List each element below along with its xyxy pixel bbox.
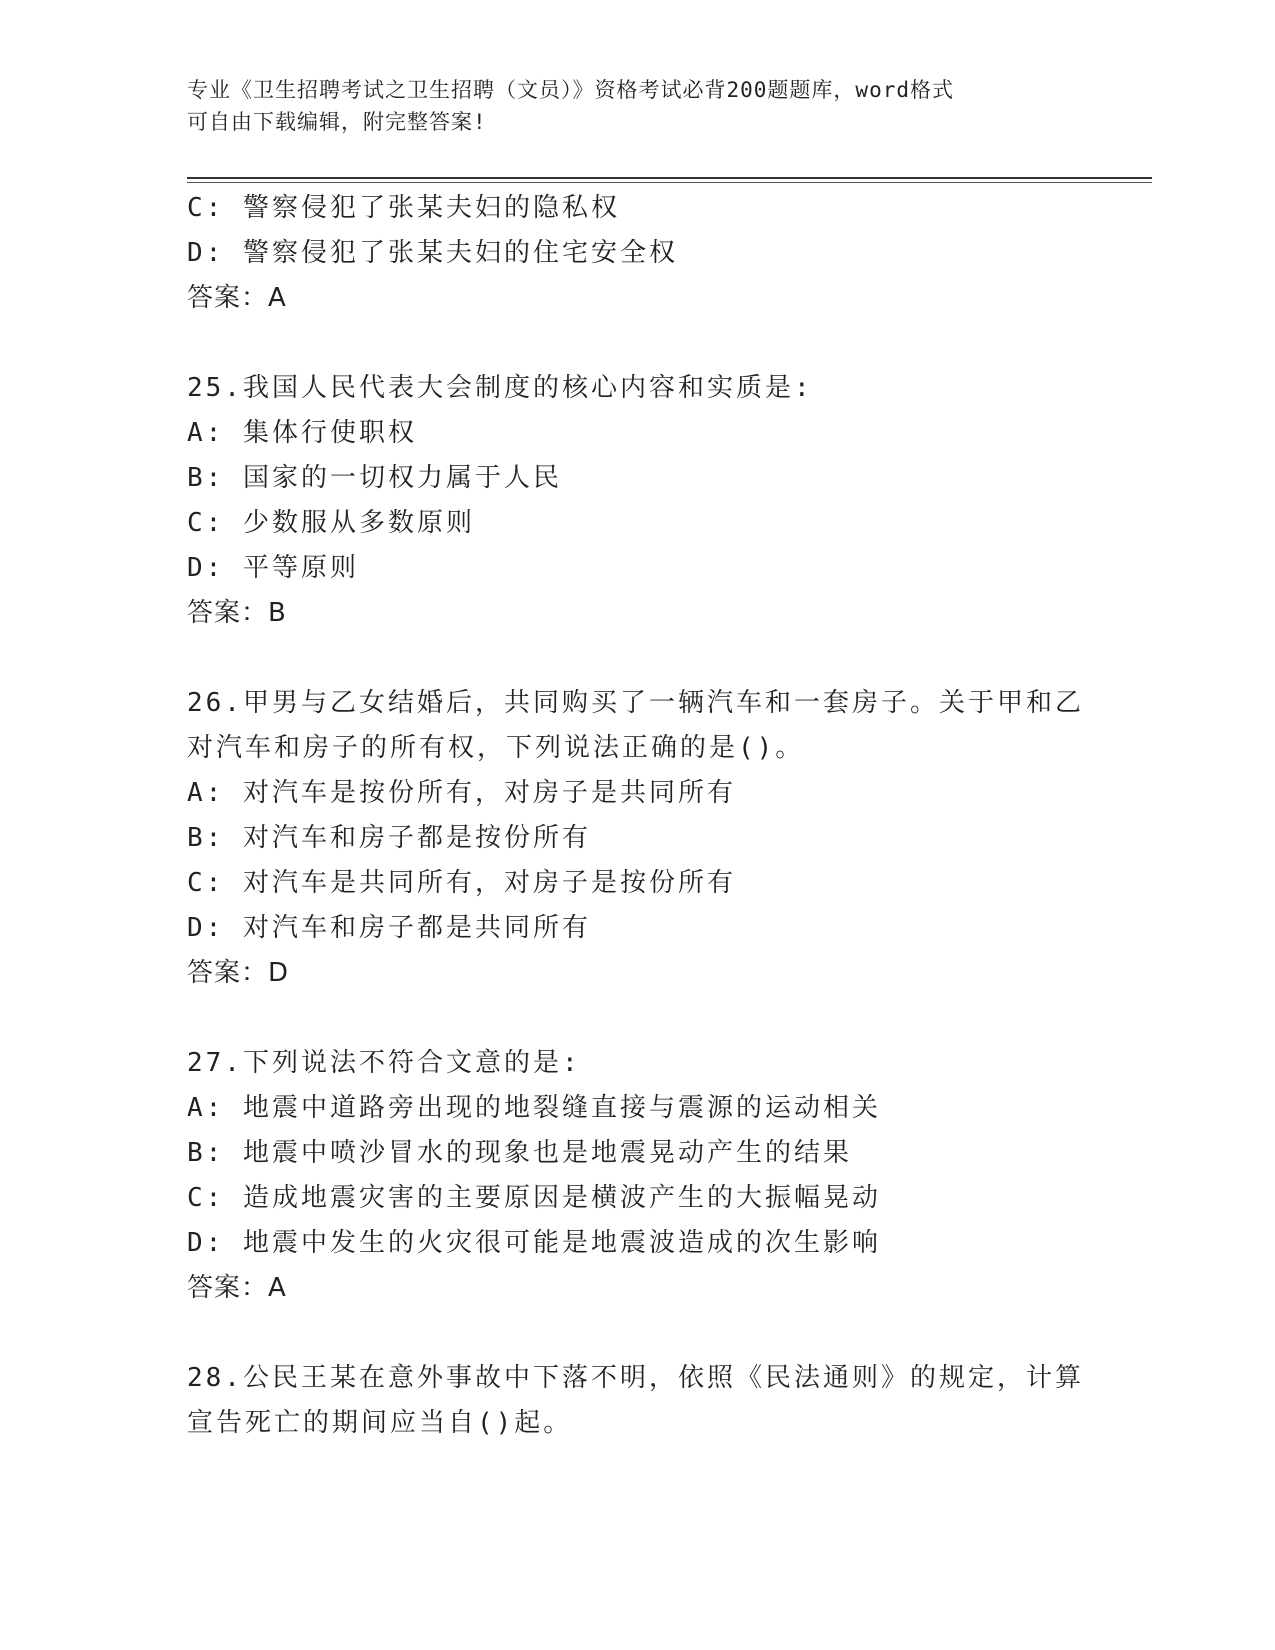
q25-answer: 答案：B: [187, 598, 287, 628]
q26-question-line-2: 对汽车和房子的所有权，下列说法正确的是()。: [187, 733, 805, 763]
header-line-2: 可自由下载编辑，附完整答案!: [187, 110, 487, 134]
q28-question-line-2: 宣告死亡的期间应当自()起。: [187, 1408, 573, 1438]
prev-option-d: D: 警察侵犯了张某夫妇的住宅安全权: [187, 238, 678, 268]
q26-option-d: D: 对汽车和房子都是共同所有: [187, 913, 591, 943]
q27-option-a: A: 地震中道路旁出现的地裂缝直接与震源的运动相关: [187, 1093, 881, 1123]
prev-option-c: C: 警察侵犯了张某夫妇的隐私权: [187, 193, 620, 223]
q26-answer: 答案：D: [187, 958, 290, 988]
q25-option-a: A: 集体行使职权: [187, 418, 417, 448]
q25-option-b: B: 国家的一切权力属于人民: [187, 463, 562, 493]
q27-option-b: B: 地震中喷沙冒水的现象也是地震晃动产生的结果: [187, 1138, 852, 1168]
q27-question: 27.下列说法不符合文意的是:: [187, 1048, 581, 1078]
document-header: [187, 74, 1087, 138]
q26-option-b: B: 对汽车和房子都是按份所有: [187, 823, 591, 853]
q26-option-a: A: 对汽车是按份所有，对房子是共同所有: [187, 778, 736, 808]
q28-question-line-1: 28.公民王某在意外事故中下落不明，依照《民法通则》的规定，计算: [187, 1363, 1084, 1393]
header-rule-thin: [187, 182, 1152, 183]
q27-option-d: D: 地震中发生的火灾很可能是地震波造成的次生影响: [187, 1228, 881, 1258]
q25-option-d: D: 平等原则: [187, 553, 359, 583]
q26-option-c: C: 对汽车是共同所有，对房子是按份所有: [187, 868, 736, 898]
header-rule-thick: [187, 177, 1152, 179]
header-line-1: 专业《卫生招聘考试之卫生招聘（文员）》资格考试必背200题题库，word格式: [187, 78, 954, 102]
q27-answer: 答案：A: [187, 1273, 287, 1303]
q25-question: 25.我国人民代表大会制度的核心内容和实质是:: [187, 373, 813, 403]
q27-option-c: C: 造成地震灾害的主要原因是横波产生的大振幅晃动: [187, 1183, 881, 1213]
q26-question-line-1: 26.甲男与乙女结婚后，共同购买了一辆汽车和一套房子。关于甲和乙: [187, 688, 1084, 718]
prev-answer: 答案：A: [187, 283, 287, 313]
q25-option-c: C: 少数服从多数原则: [187, 508, 475, 538]
